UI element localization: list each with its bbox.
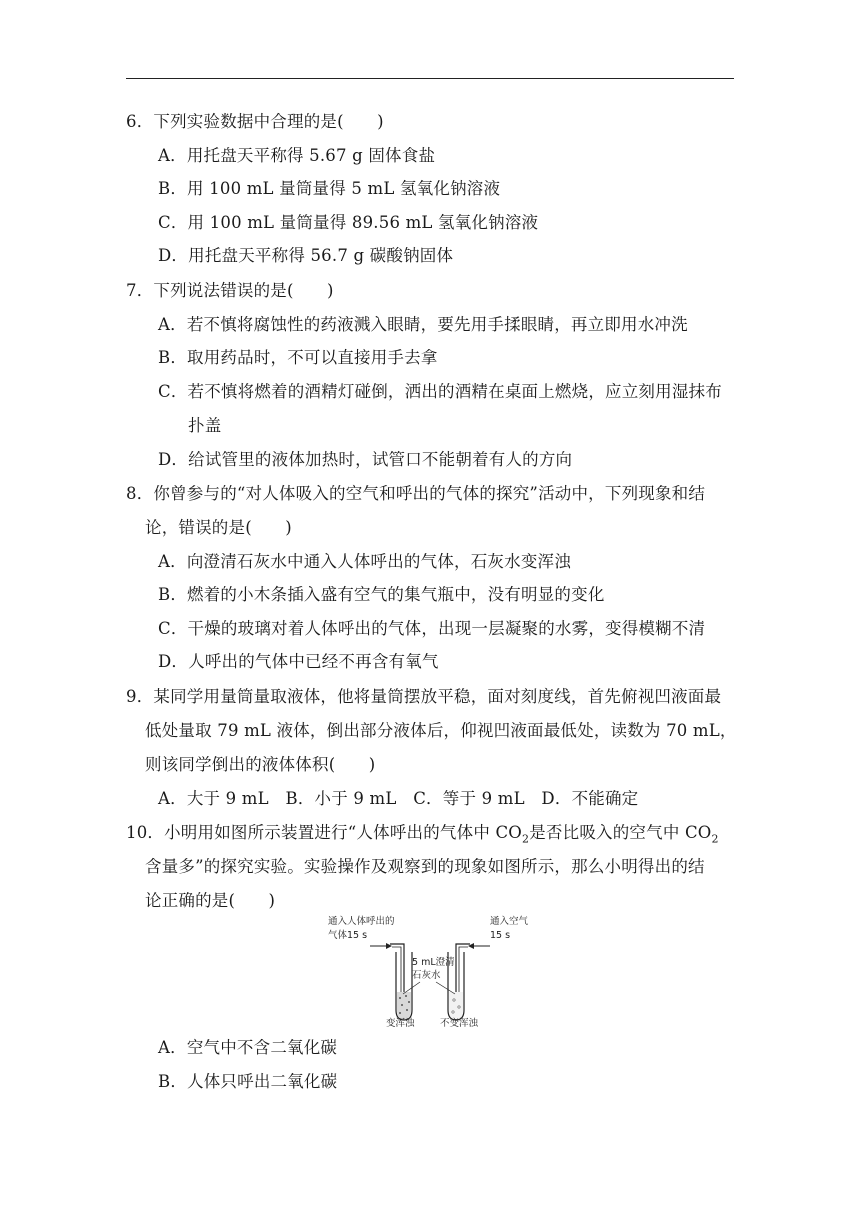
middle-label-2: 石灰水 xyxy=(412,970,441,981)
q10-option-a: A．空气中不含二氧化碳 xyxy=(158,1038,338,1057)
q6-option-b: B．用 100 mL 量筒量得 5 mL 氢氧化钠溶液 xyxy=(158,179,501,198)
left-tube-label-2: 气体15 s xyxy=(328,930,368,941)
q10-stem-line2: 含量多”的探究实验。实验操作及观察到的现象如图所示，那么小明得出的结 xyxy=(145,857,705,876)
q7-stem: 7．下列说法错误的是( ) xyxy=(126,281,334,300)
left-arrow-icon xyxy=(370,943,392,949)
q10-stem-line1 xyxy=(126,822,719,850)
q7-option-d: D．给试管里的液体加热时，试管口不能朝着有人的方向 xyxy=(158,450,573,469)
left-tube-label-1: 通入人体呼出的 xyxy=(328,916,395,927)
left-result-label: 变浑浊 xyxy=(386,1018,415,1029)
right-result-label: 不变浑浊 xyxy=(440,1018,479,1029)
q6-option-d: D．用托盘天平称得 56.7 g 碳酸钠固体 xyxy=(158,246,454,265)
right-test-tube xyxy=(448,944,470,1020)
q9-stem-line2: 低处量取 79 mL 液体，倒出部分液体后，仰视凹液面最低处，读数为 70 mL， xyxy=(145,721,737,740)
q7-option-c-line2: 扑盖 xyxy=(188,416,222,435)
right-arrow-icon xyxy=(468,943,490,949)
q10-stem-line3: 论正确的是( ) xyxy=(145,891,276,910)
q6-option-c: C．用 100 mL 量筒量得 89.56 mL 氢氧化钠溶液 xyxy=(158,213,539,232)
q8-option-b: B．燃着的小木条插入盛有空气的集气瓶中，没有明显的变化 xyxy=(158,585,605,604)
left-test-tube xyxy=(390,944,412,1020)
q7-option-c-line1: C．若不慎将燃着的酒精灯碰倒，洒出的酒精在桌面上燃烧，应立刻用湿抹布 xyxy=(158,382,722,401)
q8-option-c: C．干燥的玻璃对着人体呼出的气体，出现一层凝聚的水雾，变得模糊不清 xyxy=(158,619,706,638)
right-tube-label-2: 15 s xyxy=(490,930,511,941)
q6-stem: 6．下列实验数据中合理的是( ) xyxy=(126,112,384,131)
q9-stem-line3: 则该同学倒出的液体体积( ) xyxy=(145,755,376,774)
experiment-figure xyxy=(320,912,540,1030)
middle-label-1: 5 mL澄清 xyxy=(412,957,455,968)
header-rule xyxy=(126,78,734,79)
q6-option-a: A．用托盘天平称得 5.67 g 固体食盐 xyxy=(158,146,436,165)
co2-subscript: 2 xyxy=(522,832,530,846)
q10-stem-part-a: 10．小明用如图所示装置进行“人体呼出的气体中 CO xyxy=(126,823,523,842)
q10-option-b: B．人体只呼出二氧化碳 xyxy=(158,1072,338,1091)
right-tube-label-1: 通入空气 xyxy=(490,916,529,927)
q8-stem-line2: 论，错误的是( ) xyxy=(145,518,292,537)
q7-option-b: B．取用药品时，不可以直接用手去拿 xyxy=(158,348,438,367)
q9-options: A．大于 9 mL B．小于 9 mL C．等于 9 mL D．不能确定 xyxy=(158,789,639,808)
q10-stem-part-b: 是否比吸入的空气中 CO xyxy=(529,823,712,842)
q8-stem-line1: 8．你曾参与的“对人体吸入的空气和呼出的气体的探究”活动中，下列现象和结 xyxy=(126,484,706,503)
co2-subscript: 2 xyxy=(711,832,719,846)
q8-option-d: D．人呼出的气体中已经不再含有氧气 xyxy=(158,652,439,671)
q8-option-a: A．向澄清石灰水中通入人体呼出的气体，石灰水变浑浊 xyxy=(158,552,571,571)
q7-option-a: A．若不慎将腐蚀性的药液溅入眼睛，要先用手揉眼睛，再立即用水冲洗 xyxy=(158,315,688,334)
q9-stem-line1: 9．某同学用量筒量取液体，他将量筒摆放平稳，面对刻度线，首先俯视凹液面最 xyxy=(126,687,722,706)
